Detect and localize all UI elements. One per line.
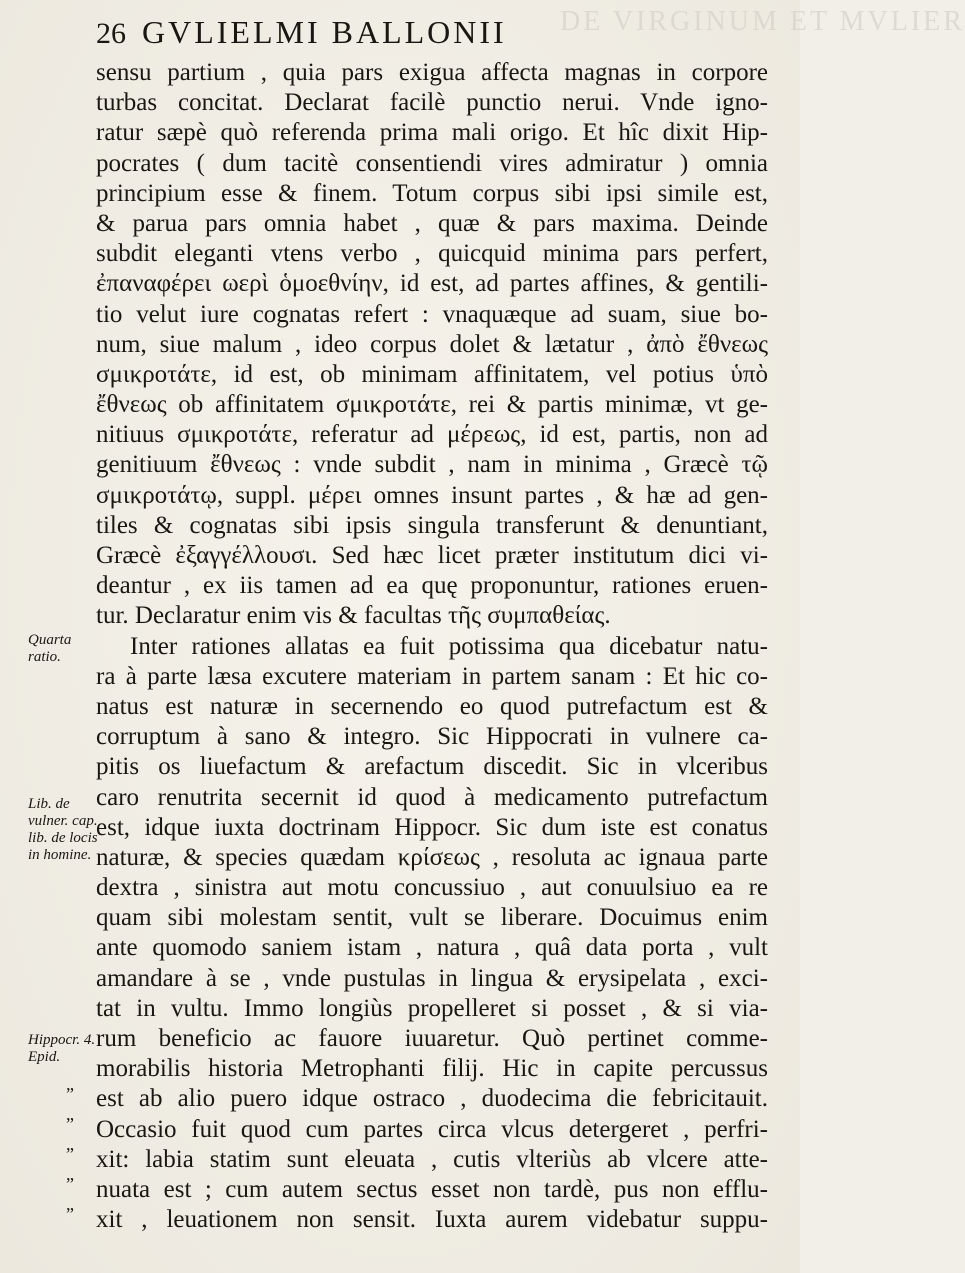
text-line: dextra , sinistra aut motu concussiuo , aut conuulsiuo ea re [96, 874, 768, 902]
text-line: Occasio fuit quod cum partes circa vlcus detergeret , perfri- [96, 1115, 768, 1143]
text-line: ἔθνεως ob affinitatem σμικροτάτε, rei & partis minimæ, vt ge- [96, 391, 768, 419]
text-line: ante quomodo saniem istam , natura , quâ data porta , vult [96, 934, 768, 962]
margin-note-quarta-ratio: Quarta ratio. [28, 632, 72, 665]
quote-mark: ” [66, 1114, 74, 1134]
text-line: num, siue malum , ideo corpus dolet & lætatur , ἀπὸ ἔθνεως [96, 330, 768, 358]
text-line: principium esse & finem. Totum corpus sibi ipsi simile est, [96, 179, 768, 207]
text-line: rum beneficio ac fauore iuuaretur. Quò pertinet comme- [96, 1025, 768, 1052]
page-number: 26 [96, 17, 126, 50]
text-line: pocrates ( dum tacitè consentiendi vires admiratur ) omnia [96, 149, 768, 177]
text-line: morabilis historia Metrophanti filij. Hic in capite percussus [96, 1055, 768, 1083]
text-line: subdit eleganti vtens verbo , quicquid minima pars perfert, [96, 240, 768, 268]
text-line: deantur , ex iis tamen ad ea quę proponuntur, rationes eruen- [96, 572, 768, 600]
text-line: tat in vultu. Immo longiùs propelleret si posset , & si via- [96, 994, 768, 1022]
text-line: σμικροτάτε, id est, ob minimam affinitatem, vel potius ὑπὸ [96, 360, 768, 388]
text-line: ratur sæpè quò referenda prima mali origo. Et hîc dixit Hip- [96, 119, 768, 147]
quote-mark: ” [66, 1084, 74, 1104]
margin-note-lib-de-vulner: Lib. de vulner. cap. lib. de locis in homine. [28, 796, 98, 863]
text-line: xit , leuationem non sensit. Iuxta aurem videbatur suppu- [96, 1206, 768, 1234]
text-line: σμικροτάτῳ, suppl. μέρει omnes insunt partes , & hæ ad gen- [96, 481, 768, 509]
text-line: est ab alio puero idque ostraco , duodecima die febricitauit. [96, 1085, 768, 1113]
text-line: natus est naturæ in secernendo eo quod putrefactum est & [96, 692, 768, 720]
text-line: tur. Declaratur enim vis & facultas τῆς συμπαθείας. [96, 602, 611, 630]
text-line: quam sibi molestam sentit, vult se liberare. Docuimus enim [96, 904, 768, 932]
text-line: turbas concitat. Declarat facilè punctio nerui. Vnde igno- [96, 89, 768, 117]
text-line: nuata est ; cum autem sectus esset non tardè, pus non efflu- [96, 1175, 768, 1203]
quote-mark: ” [66, 1204, 74, 1224]
quote-mark: ” [66, 1144, 74, 1164]
text-line: tio velut iure cognatas refert : vnaquæque ad suam, siue bo- [96, 300, 768, 328]
paragraph-start-line: Inter rationes allatas ea fuit potissima qua dicebatur natu- [130, 632, 768, 660]
text-line: Græcè ἐξαγγέλλουσι. Sed hæc licet præter institutum dici vi- [96, 542, 768, 569]
text-line: nitiuus σμικροτάτε, referatur ad μέρεως, id est, partis, non ad [96, 421, 768, 449]
text-line: tiles & cognatas sibi ipsis singula transferunt & denuntiant, [96, 511, 768, 539]
text-line: est, idque iuxta doctrinam Hippocr. Sic dum iste est conatus [96, 813, 768, 841]
text-line: amandare à se , vnde pustulas in lingua & erysipelata , exci- [96, 964, 768, 992]
text-line: ἐπαναφέρει ωερὶ ὁμοεθνίην, id est, ad partes affines, & gentili- [96, 270, 768, 298]
text-line: corruptum à sano & integro. Sic Hippocrati in vulnere ca- [96, 723, 768, 751]
body-text [96, 58, 768, 1235]
text-line: ra à parte læsa excutere materiam in partem sanam : Et hic co- [96, 662, 768, 690]
bleed-through-text: DE VIRGINUM ET MVLIER [560, 6, 965, 37]
text-line: xit: labia statim sunt eleuata , cutis vlteriùs ab vlcere atte- [96, 1145, 768, 1173]
text-line: caro renutrita secernit id quod à medicamento putrefactum [96, 783, 768, 811]
text-line: genitiuum ἔθνεως : vnde subdit , nam in minima , Græcè τῷ [96, 451, 768, 479]
text-line: pitis os liuefactum & arefactum discedit. Sic in vlceribus [96, 753, 768, 781]
text-line: & parua pars omnia habet , quæ & pars maxima. Deinde [96, 209, 768, 237]
page-header [96, 14, 786, 56]
running-title: GVLIELMI BALLONII [142, 14, 507, 50]
margin-note-hippocr-epid: Hippocr. 4. Epid. [28, 1032, 96, 1065]
text-line: sensu partium , quia pars exigua affecta magnas in corpore [96, 59, 768, 86]
quote-mark: ” [66, 1174, 74, 1194]
text-line: naturæ, & species quædam κρίσεως , resoluta ac ignaua parte [96, 843, 768, 871]
